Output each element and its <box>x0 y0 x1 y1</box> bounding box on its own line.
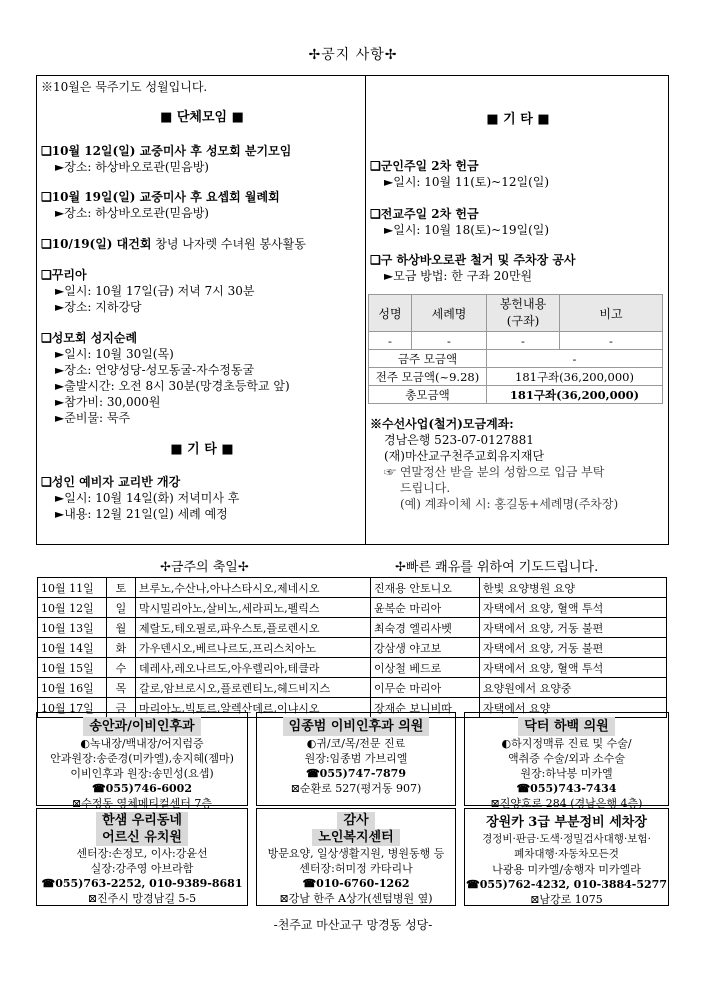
ad-jangwon-car <box>464 808 669 906</box>
ad-gamsa-welfare-center <box>256 808 456 906</box>
feast-table <box>37 577 667 718</box>
g1-title: ❑10월 12일(일) 교중미사 후 성모회 분기모임 <box>41 144 292 158</box>
table-row <box>38 618 667 638</box>
patient-status: 자택에서 요양, 혈액 투석 <box>480 658 667 678</box>
ad-phone: ☎010-6760-1262 <box>302 877 410 890</box>
table-row <box>38 678 667 698</box>
ad-phone: ☎055)763-2252, 010-9389-8681 <box>41 877 243 890</box>
feast-date: 10월 12일 <box>38 598 107 618</box>
g5-place: ►장소: 언양성당-성모동굴-자수정동굴 <box>55 363 255 377</box>
ad-line: 이비인후과 원장:송민성(요셉) <box>70 767 214 780</box>
r2-time: ►일시: 10월 18(토)~19일(일) <box>384 223 550 237</box>
r1-title: ❑군인주일 2차 헌금 <box>370 159 479 173</box>
ad-lim-clinic <box>256 712 456 806</box>
feast-day: 수 <box>107 658 136 678</box>
footer-text: -천주교 마산교구 망경동 성당- <box>273 918 433 932</box>
cell-dash: - <box>487 332 560 350</box>
ad-phone: ☎055)746-6002 <box>91 782 192 795</box>
saint-names: 갈로,암브로시오,플로렌티노,헤드비지스 <box>136 678 371 698</box>
etc-notice-box <box>365 75 669 545</box>
g1-place: ►장소: 하상바오로관(믿음방) <box>55 160 209 174</box>
patient-status: 자택에서 요양, 거동 불편 <box>480 638 667 658</box>
notice-title: ✢공지 사항✢ <box>308 47 398 63</box>
r2-title: ❑전교주일 2차 헌금 <box>370 207 479 221</box>
g4-place: ►장소: 지하강당 <box>55 300 142 314</box>
feast-title: ✢금주의 축일✢ <box>160 560 249 575</box>
feast-date: 10월 17일 <box>38 698 107 718</box>
ad-address: ⊠진주시 망경남길 5-5 <box>87 892 197 905</box>
feast-date: 10월 16일 <box>38 678 107 698</box>
saint-names: 가우덴시오,베르나르도,프리스치아노 <box>136 638 371 658</box>
g2-title: ❑10월 19일(일) 교중미사 후 요셉회 월례회 <box>41 190 280 204</box>
saint-names: 데레사,레오나르도,아우렐리아,테클라 <box>136 658 371 678</box>
feast-date: 10월 11일 <box>38 578 107 598</box>
ad-name-2: 노인복지센터 <box>312 829 399 846</box>
g5-time: ►일시: 10월 30일(목) <box>55 347 174 361</box>
ad-address: ⊠수정동 영체메티컬센터 7층 <box>71 797 213 810</box>
right-etc-heading: ■ 기 타 ■ <box>486 112 550 127</box>
group-heading: ■ 단체모임 ■ <box>160 110 244 125</box>
ad-line: ◐녹내장/백내장/어지럼증 <box>80 737 204 750</box>
patient-name: 이상철 베드로 <box>371 658 480 678</box>
g2-place: ►장소: 하상바오로관(믿음방) <box>55 206 209 220</box>
patient-name: 최숙경 엘리사벳 <box>371 618 480 638</box>
account-number: 경남은행 523-07-0127881 <box>384 433 534 447</box>
account-holder: (재)마산교구천주교회유지재단 <box>384 449 545 463</box>
g3-line <box>41 236 306 252</box>
g5-title: ❑성모회 성지순례 <box>41 331 138 345</box>
ad-line: 원장:하낙봉 미카엘 <box>520 767 613 780</box>
patient-name: 진재용 안토니오 <box>371 578 480 598</box>
table-row <box>369 368 663 386</box>
prev-label: 전주 모금액(~9.28) <box>369 368 487 386</box>
ad-name: 한샘 우리동네 <box>96 812 188 829</box>
total-value: 181구좌(36,200,000) <box>487 386 663 404</box>
ad-line: 경정비·판금·도색·정밀검사대행·보험· <box>482 833 651 845</box>
cell-dash: - <box>369 332 412 350</box>
ad-name: 송안과/이비인후과 <box>83 717 200 736</box>
ad-hansaem-kindergarten <box>36 808 248 906</box>
col-baptism: 세례명 <box>412 295 487 332</box>
patient-status: 자택에서 요양 <box>480 698 667 718</box>
col-note: 비고 <box>560 295 663 332</box>
tax-note: ☞ 연말정산 받을 분의 성함으로 입금 부탁 <box>384 465 605 479</box>
patient-name: 장재순 보니비따 <box>371 698 480 718</box>
table-row <box>369 332 663 350</box>
table-header-row <box>369 295 663 332</box>
week-value: - <box>487 350 663 368</box>
g3-title: ❑10/19(일) 대건회 <box>41 237 152 251</box>
cell-dash: - <box>412 332 487 350</box>
prev-value: 181구좌(36,200,000) <box>487 368 663 386</box>
g5-prep: ►준비물: 묵주 <box>55 411 131 425</box>
r3-title: ❑구 하상바오로관 철거 및 주차장 공사 <box>370 253 576 267</box>
ad-line: 방문요양, 일상생활지원, 병원동행 등 <box>267 847 445 860</box>
e1-content: ►내용: 12월 21일(일) 세례 예정 <box>55 507 228 521</box>
transfer-example: (예) 계좌이체 시: 홍길동+세례명(주차장) <box>400 497 619 511</box>
ad-name: 장원카 3급 부분정비 세차장 <box>486 815 647 830</box>
ad-name: 임종범 이비인후과 의원 <box>283 717 430 736</box>
ad-line: ◐하지정맥류 진료 및 수술/ <box>501 737 632 750</box>
ad-phone: ☎055)747-7879 <box>305 767 406 780</box>
e1-time: ►일시: 10월 14일(화) 저녁미사 후 <box>55 491 240 505</box>
feast-date: 10월 14일 <box>38 638 107 658</box>
feast-day: 월 <box>107 618 136 638</box>
saint-names: 제랄도,테오필로,파우스토,플로렌시오 <box>136 618 371 638</box>
table-row <box>38 598 667 618</box>
group-notice-box <box>36 75 366 545</box>
col-name: 성명 <box>369 295 412 332</box>
feast-date: 10월 13일 <box>38 618 107 638</box>
ad-address: ⊠남강로 1075 <box>530 893 603 906</box>
ad-line: 센터장:손정모, 이사:강윤선 <box>76 847 208 860</box>
feast-day: 토 <box>107 578 136 598</box>
table-row <box>369 386 663 404</box>
g4-title: ❑꾸리아 <box>41 268 87 282</box>
table-row <box>38 638 667 658</box>
ad-name-2: 어르신 유치원 <box>96 829 188 846</box>
patient-status: 자택에서 요양, 거동 불편 <box>480 618 667 638</box>
ad-phone: ☎055)762-4232, 010-3884-5277 <box>466 878 667 891</box>
ad-line: 액취증 수술/외과 소수술 <box>508 752 625 765</box>
patient-status: 한빛 요양병원 요양 <box>480 578 667 598</box>
ad-line: 실장:강주영 아브라함 <box>90 862 194 875</box>
saint-names: 마리아노,빅토르,알렉산데르,이냐시오 <box>136 698 371 718</box>
patient-status: 자택에서 요양, 혈액 투석 <box>480 598 667 618</box>
ad-line: 안과원장:송준경(미카엘),송지혜(젬마) <box>50 752 234 765</box>
intro-text: ※10월은 묵주기도 성월입니다. <box>41 80 208 94</box>
feast-day: 화 <box>107 638 136 658</box>
left-etc-heading: ■ 기 타 ■ <box>170 442 234 457</box>
saint-names: 막시밀리아노,살비노,세라피노,펠릭스 <box>136 598 371 618</box>
ad-address: ⊠진양호로 284 (경남은행 4층) <box>490 797 643 810</box>
patient-name: 강삼생 야고보 <box>371 638 480 658</box>
feast-day: 목 <box>107 678 136 698</box>
ad-name: 감사 <box>337 812 374 829</box>
total-label: 총모금액 <box>369 386 487 404</box>
ad-line: 원장:임종범 가브리엘 <box>304 752 408 765</box>
tax-note-2: 드립니다. <box>400 481 451 495</box>
ad-name: 닥터 하백 의원 <box>518 717 614 736</box>
table-row <box>369 350 663 368</box>
cell-dash: - <box>560 332 663 350</box>
patient-name: 이무순 마리아 <box>371 678 480 698</box>
ad-song-clinic <box>36 712 248 810</box>
feast-day: 금 <box>107 698 136 718</box>
feast-date: 10월 15일 <box>38 658 107 678</box>
patient-name: 윤복순 마리아 <box>371 598 480 618</box>
g5-depart: ►출발시간: 오전 8시 30분(망경초등학교 앞) <box>55 379 290 393</box>
prayer-title: ✢빠른 쾌유를 위하여 기도드립니다. <box>395 560 599 575</box>
patient-status: 요양원에서 요양중 <box>480 678 667 698</box>
table-row <box>38 578 667 598</box>
e1-title: ❑성인 예비자 교리반 개강 <box>41 475 181 489</box>
ad-line: 센터장:허미정 카타리나 <box>299 862 413 875</box>
ad-address: ⊠순환로 527(평거동 907) <box>290 782 422 795</box>
ad-dr-habaek-clinic <box>464 712 669 810</box>
g5-fee: ►참가비: 30,000원 <box>55 395 161 409</box>
ad-phone: ☎055)743-7434 <box>516 782 617 795</box>
table-row <box>38 658 667 678</box>
ad-line: ◐귀/코/목/전문 진료 <box>306 737 406 750</box>
g3-rest: 창녕 나자렛 수녀원 봉사활동 <box>151 237 306 251</box>
week-label: 금주 모금액 <box>369 350 487 368</box>
col-offering: 봉헌내용 (구좌) <box>487 295 560 332</box>
feast-day: 일 <box>107 598 136 618</box>
ad-line: 나광용 미카엘/송행자 미카엘라 <box>492 863 641 876</box>
g4-time: ►일시: 10월 17일(금) 저녁 7시 30분 <box>55 284 255 298</box>
saint-names: 브루노,수산나,아나스타시오,제네시오 <box>136 578 371 598</box>
fundraising-table <box>368 294 663 404</box>
ad-address: ⊠강남 한주 A상가(센텀병원 옆) <box>279 892 433 905</box>
r3-method: ►모금 방법: 한 구좌 20만원 <box>384 269 533 283</box>
r1-time: ►일시: 10월 11(토)~12일(일) <box>384 175 550 189</box>
ad-line: 폐차대행·자동차모든것 <box>514 848 619 860</box>
account-title: ※수선사업(철거)모금계좌: <box>370 417 514 431</box>
